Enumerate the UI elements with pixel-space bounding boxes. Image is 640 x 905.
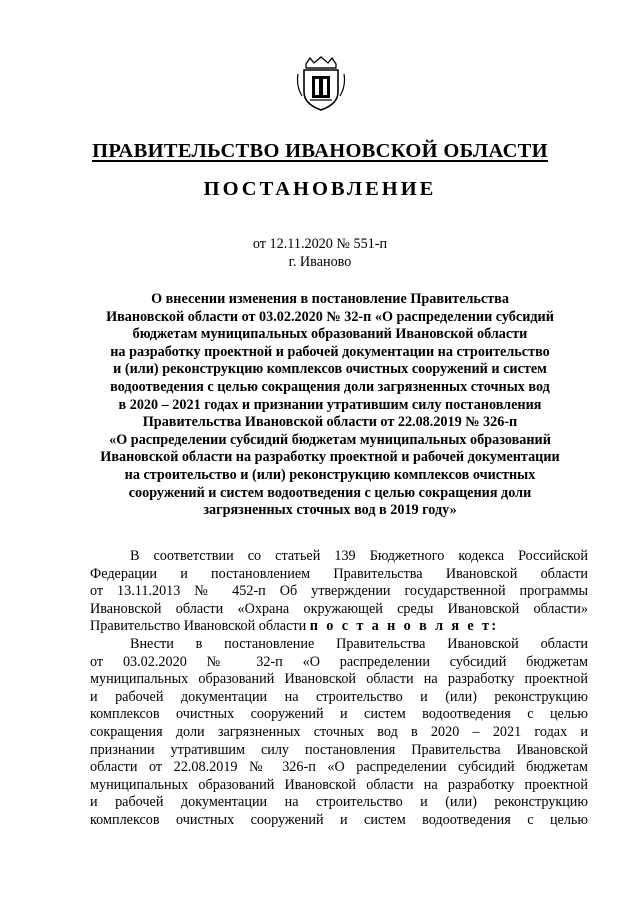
- document-body: [90, 548, 588, 830]
- subject-line: в 2020 – 2021 годах и признании утратившим силу постановления: [118, 396, 542, 413]
- organization-title: ПРАВИТЕЛЬСТВО ИВАНОВСКОЙ ОБЛАСТИ: [92, 140, 548, 162]
- body-line: и рабочей документации на строительство и (или) реконструкцию: [90, 688, 588, 705]
- subject-line: Ивановской области от 03.02.2020 № 32-п «О распределении субсидий: [106, 308, 554, 325]
- subject-line: «О распределении субсидий бюджетам муниципальных образований: [109, 431, 551, 448]
- body-line: комплексов очистных сооружений и систем водоотведения с целью: [90, 706, 588, 723]
- body-line: области от 22.08.2019 № 326-п «О распределении субсидий бюджетам: [90, 759, 588, 776]
- subject-line: сооружений и систем водоотведения с целью сокращения доли: [128, 484, 532, 501]
- subject-line: загрязненных сточных вод в 2019 году»: [203, 502, 457, 519]
- body-line: сокращения доли загрязненных сточных вод в 2020 – 2021 годах и: [90, 723, 588, 740]
- body-line: от 13.11.2013 № 452-п Об утверждении государственной программы: [90, 583, 588, 600]
- subject-line: Ивановской области на разработку проектной и рабочей документации: [100, 449, 560, 466]
- body-line: от 03.02.2020 № 32-п «О распределении субсидий бюджетам: [90, 653, 588, 670]
- body-line: признании утратившим силу постановления Правительства Ивановской: [90, 741, 588, 758]
- paragraph-preamble: [90, 548, 588, 636]
- body-line: Ивановской области «Охрана окружающей среды Ивановской области»: [90, 600, 588, 617]
- subject-line: на разработку проектной и рабочей документации на строительство: [110, 343, 550, 360]
- document-type: ПОСТАНОВЛЕНИЕ: [203, 178, 437, 200]
- subject-line: Правительства Ивановской области от 22.08.2019 № 326-п: [142, 414, 518, 431]
- resolves-prefix: Правительство Ивановской области: [90, 618, 307, 635]
- body-line: Внести в постановление Правительства Ивановской области: [130, 635, 588, 652]
- body-line: В соответствии со статьей 139 Бюджетного кодекса Российской: [130, 548, 588, 564]
- subject-line: бюджетам муниципальных образований Ивановской области: [132, 326, 528, 343]
- body-line: комплексов очистных сооружений и систем водоотведения с целью: [90, 811, 588, 828]
- subject-line: водоотведения с целью сокращения доли загрязненных сточных вод: [110, 378, 550, 395]
- date-number: от 12.11.2020 № 551-п: [252, 236, 388, 252]
- body-line-resolves: [90, 618, 588, 636]
- body-line: Федерации и постановлением Правительства Ивановской области: [90, 565, 588, 582]
- subject-line: и (или) реконструкцию комплексов очистных сооружений и систем: [113, 361, 547, 378]
- body-line: муниципальных образований Ивановской области на разработку проектной: [90, 671, 588, 688]
- body-line: муниципальных образований Ивановской области на разработку проектной: [90, 776, 588, 793]
- subject-line: на строительство и (или) реконструкцию комплексов очистных: [124, 466, 536, 483]
- paragraph-amendment: [90, 636, 588, 830]
- document-subject: [80, 291, 580, 520]
- city: г. Иваново: [288, 253, 352, 270]
- coat-of-arms-icon: [296, 56, 346, 112]
- document-meta: [0, 236, 640, 271]
- body-line: и рабочей документации на строительство и (или) реконструкцию: [90, 794, 588, 811]
- resolves-word: п о с т а н о в л я е т:: [309, 618, 499, 635]
- subject-line: О внесении изменения в постановление Правительства: [151, 291, 509, 307]
